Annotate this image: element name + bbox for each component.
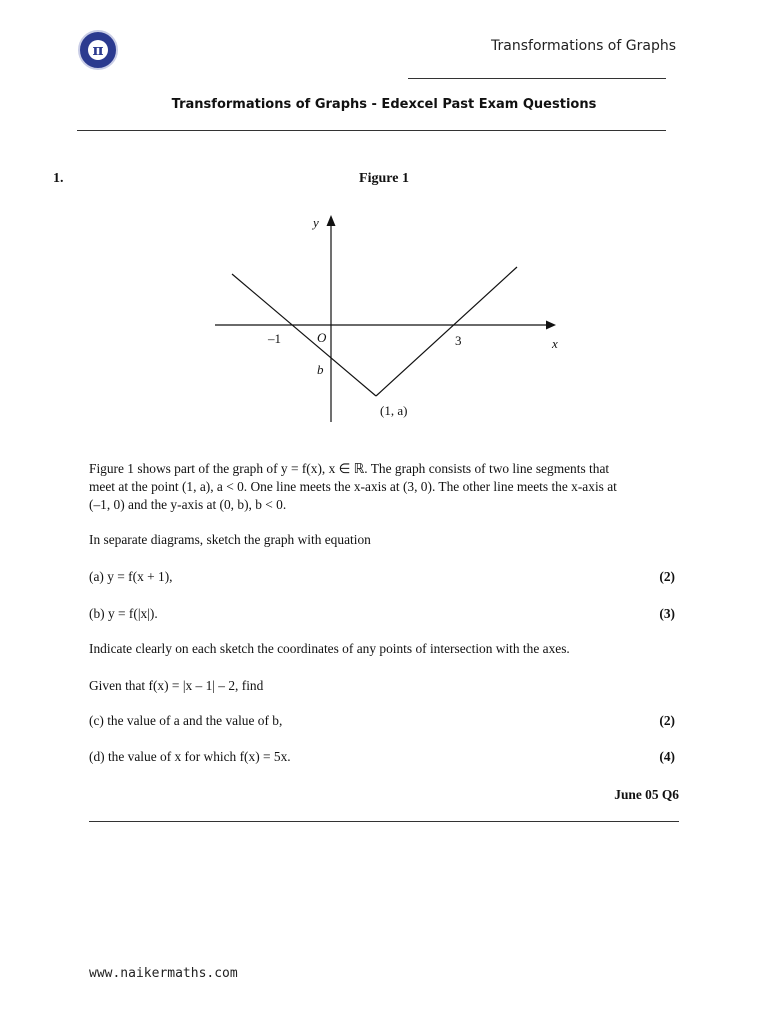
figure-1-graph — [0, 0, 768, 440]
left-line-segment — [232, 274, 376, 396]
origin-label: O — [317, 330, 327, 345]
part-a-marks: (2) — [659, 569, 675, 584]
right-line-segment — [376, 267, 517, 396]
intro-line-3: (–1, 0) and the y-axis at (0, b), b < 0. — [89, 497, 287, 512]
intro-line-2: meet at the point (1, a), a < 0. One line meets the x-axis at (3, 0). The other line meets the x-axis at — [89, 479, 617, 494]
part-c: (c) the value of a and the value of b, — [89, 713, 283, 728]
part-b: (b) y = f(|x|). — [89, 606, 158, 621]
instruction-text: In separate diagrams, sketch the graph with equation — [89, 532, 371, 547]
part-b-marks: (3) — [659, 606, 675, 621]
footer-website: www.naikermaths.com — [89, 966, 238, 981]
question-number: 1. — [53, 171, 64, 186]
x-intercept-right-label: 3 — [455, 333, 462, 348]
header-title: Transformations of Graphs — [491, 38, 676, 54]
part-d-marks: (4) — [659, 749, 675, 764]
part-a: (a) y = f(x + 1), — [89, 569, 173, 584]
y-axis-label: y — [313, 215, 319, 230]
pi-icon: π — [88, 40, 108, 60]
given-text: Given that f(x) = |x – 1| – 2, find — [89, 678, 264, 693]
y-axis-arrow-icon — [327, 215, 336, 226]
question-end-rule — [89, 821, 679, 822]
vertex-label: (1, a) — [380, 403, 408, 418]
figure-label: Figure 1 — [359, 171, 409, 186]
x-axis-arrow-icon — [546, 321, 556, 330]
document-title: Transformations of Graphs - Edexcel Past Exam Questions — [171, 97, 597, 112]
part-c-marks: (2) — [659, 713, 675, 728]
intro-line-1: Figure 1 shows part of the graph of y = f(x), x ∈ ℝ. The graph consists of two line segments that — [89, 461, 610, 476]
x-axis-label: x — [552, 336, 558, 351]
x-intercept-left-label: –1 — [268, 331, 281, 346]
y-intercept-label: b — [317, 362, 324, 377]
indicate-text: Indicate clearly on each sketch the coordinates of any points of intersection with the axes. — [89, 641, 570, 656]
part-d: (d) the value of x for which f(x) = 5x. — [89, 749, 291, 764]
question-reference: June 05 Q6 — [614, 787, 679, 802]
intro-paragraph — [89, 460, 679, 514]
